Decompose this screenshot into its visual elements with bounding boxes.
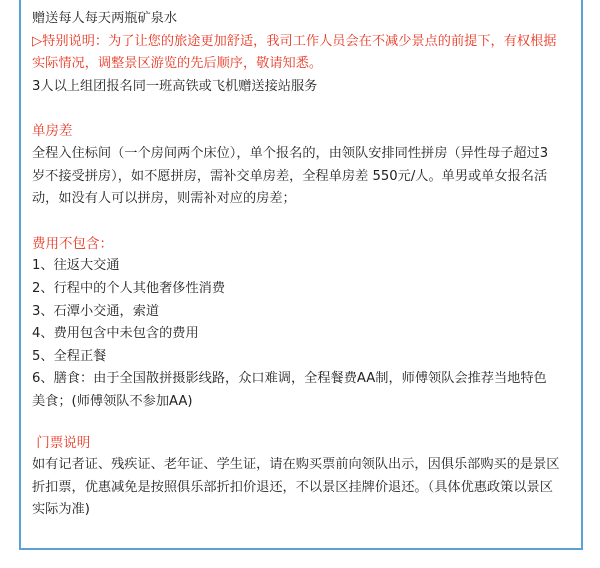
- excluded-item: 5、全程正餐: [32, 348, 107, 364]
- spacer: [32, 414, 571, 432]
- tickets-heading: 门票说明: [32, 434, 91, 451]
- excluded-item: 1、往返大交通: [32, 258, 120, 274]
- content-panel: [19, 0, 583, 550]
- excluded-item-continuation: 美食；(师傅领队不参加AA): [32, 393, 193, 409]
- spacer: [32, 211, 571, 233]
- excluded-heading: 费用不包含：: [32, 235, 113, 252]
- pickup-service-text: 3人以上组团报名同一班高铁或飞机赠送接站服务: [32, 78, 318, 94]
- excluded-item: 4、费用包含中未包含的费用: [32, 326, 199, 342]
- special-notice-line-2: 实际情况，调整景区游览的先后顺序，敬请知悉。: [32, 56, 323, 72]
- spacer: [32, 98, 571, 120]
- excluded-item: 6、膳食：由于全国散拼摄影线路，众口难调，全程餐费AA制，师傅领队会推荐当地特色: [32, 371, 547, 387]
- tickets-line-2: 折扣票，优惠减免是按照俱乐部折扣价退还，不以景区挂牌价退还。（具体优惠政策以景区: [32, 479, 553, 495]
- water-gift-text: 赠送每人每天两瓶矿泉水: [32, 11, 178, 26]
- tickets-line-3: 实际为准): [32, 502, 90, 518]
- single-room-line-3: 动，如没有人可以拼房，则需补对应的房差；: [32, 191, 296, 207]
- tickets-line-1: 如有记者证、残疾证、老年证、学生证，请在购买票前向领队出示，因俱乐部购买的是景区: [32, 457, 560, 473]
- excluded-item: 3、石潭小交通，索道: [32, 303, 160, 319]
- single-room-line-2: 岁不接受拼房），如不愿拼房，需补交单房差，全程单房差 550元/人。单男或单女报名活: [32, 168, 548, 184]
- single-room-line-1: 全程入住标间（一个房间两个床位），单个报名的，由领队安排同性拼房（异性母子超过3: [32, 145, 549, 161]
- single-room-heading: 单房差: [32, 123, 73, 140]
- excluded-item: 2、行程中的个人其他奢侈性消费: [32, 280, 226, 296]
- special-notice-line-1: ▷特别说明：为了让您的旅途更加舒适，我司工作人员会在不减少景点的前提下，有权根据: [32, 33, 557, 49]
